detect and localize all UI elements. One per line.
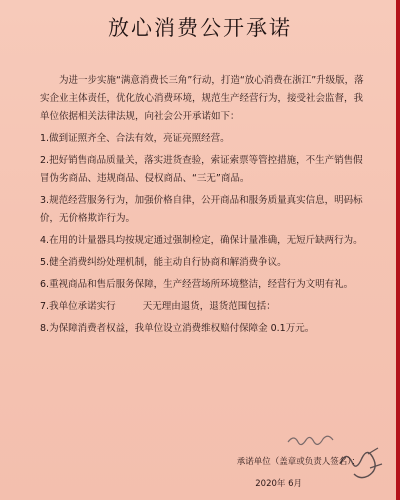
- commitment-item-1: 1.做到证照齐全、合法有效，亮证亮照经营。: [40, 133, 230, 144]
- page-title: 放心消费公开承诺: [108, 16, 292, 40]
- commitment-item-5: 5.健全消费纠纷处理机制，能主动自行协商和解消费争议。: [40, 257, 287, 268]
- commitment-item-7: 7.我单位承诺实行 天无理由退货，退货范围包括：: [40, 301, 276, 312]
- commitment-item-6: 6.重视商品和售后服务保障，生产经营场所环境整洁，经营行为文明有礼。: [40, 279, 354, 290]
- signature-label: 承诺单位（盖章或负责人签名）：: [236, 457, 360, 467]
- right-edge-strip: [396, 0, 400, 500]
- commitment-item-8: 8.为保障消费者权益，我单位设立消费维权赔付保障金 0.1万元。: [40, 323, 315, 334]
- intro-paragraph: 为进一步实施“满意消费长三角”行动，打造“放心消费在浙江”升级版，落实企业主体责任，优化放心消费环境，规范生产经营行为，接受社会监督，我单位依据相关法律法规，向社会公开承诺如下：: [40, 75, 364, 122]
- commitment-item-4: 4.在用的计量器具均按规定通过强制检定，确保计量准确，无短斤缺两行为。: [40, 235, 363, 246]
- commitment-item-2: 2.把好销售商品质量关，落实进货查验，索证索票等管控措施，不生产销售假冒伪劣商品、违规商品、侵权商品、“三无”商品。: [40, 155, 363, 184]
- commitment-item-3: 3.规范经营服务行为，加强价格自律，公开商品和服务质量真实信息，明码标价，无价格欺诈行为。: [40, 195, 363, 224]
- notice-date: 2020年 6月: [255, 479, 302, 489]
- notice-body: [40, 72, 368, 342]
